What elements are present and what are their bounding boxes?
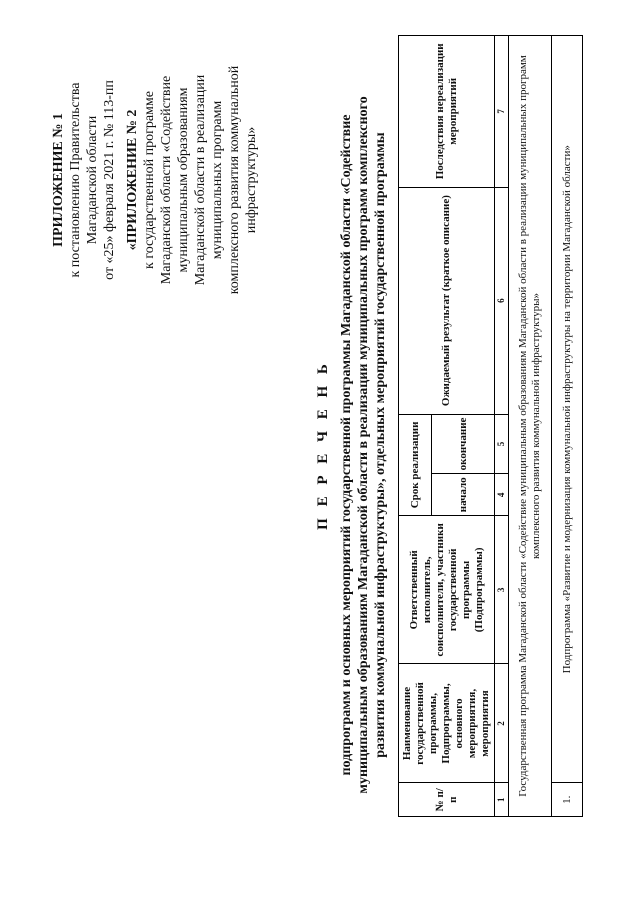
subprogram-num: 1. <box>552 783 583 817</box>
column-number: 4 <box>495 474 509 516</box>
subtitle-line: развития коммунальной инфраструктуры», отдельных мероприятий государственной программы <box>373 132 388 758</box>
column-number: 2 <box>495 664 509 783</box>
program-cell: Государственная программа Магаданской области «Содействие муниципальным образованиям Магаданской области в реализации муниципальных программ комплексного развития коммунальной инфраструктуры» <box>509 36 552 817</box>
header-responsible: Ответственный исполнитель, соисполнители, участники государственной программы (Подпрограммы) <box>399 516 495 664</box>
appendix-p2-line: Магаданской области «Содействие <box>159 75 174 285</box>
appendix-block <box>50 40 260 320</box>
subprogram-cell: Подпрограмма «Развитие и модернизация коммунальной инфраструктуры на территории Магаданской области» <box>552 36 583 784</box>
program-row <box>509 36 552 817</box>
column-numbers-row <box>495 36 509 817</box>
appendix-p2-line: инфраструктуры» <box>244 126 259 234</box>
column-number: 1 <box>495 783 509 817</box>
column-number: 7 <box>495 36 509 188</box>
document-subtitle <box>338 65 389 825</box>
programs-table <box>398 35 583 817</box>
subtitle-line: муниципальным образованиям Магаданской области в реализации муниципальных программ комплексного <box>356 96 371 794</box>
column-number: 6 <box>495 187 509 414</box>
appendix-p2-line: комплексного развития коммунальной <box>227 65 242 295</box>
header-name: Наименование государственной программы, Подпрограммы, основного мероприятия, мероприятия <box>399 664 495 783</box>
column-number: 5 <box>495 414 509 474</box>
subprogram-row <box>552 36 583 817</box>
appendix-p2-line: муниципальных программ <box>210 100 225 260</box>
appendix-line-1: к постановлению Правительства <box>68 82 83 278</box>
appendix-p2-line: к государственной программе <box>142 91 157 269</box>
appendix-p2-line: Магаданской области в реализации <box>193 74 208 286</box>
header-num: № п/п <box>399 783 495 817</box>
appendix-title: ПРИЛОЖЕНИЕ № 1 <box>51 113 66 247</box>
header-consequences: Последствия нереализации мероприятий <box>399 36 495 188</box>
header-term: Срок реализации <box>399 414 432 516</box>
document-title: П Е Р Е Ч Е Н Ь <box>315 360 331 530</box>
column-number: 3 <box>495 516 509 664</box>
appendix-title-2: «ПРИЛОЖЕНИЕ № 2 <box>125 109 140 251</box>
subtitle-line: подпрограмм и основных мероприятий государственной программы Магаданской области «Содействие <box>339 114 354 776</box>
header-result: Ожидаемый результат (краткое описание) <box>399 187 495 414</box>
header-row <box>399 36 432 817</box>
appendix-line-2: Магаданской области <box>85 115 100 245</box>
appendix-line-3: от «25» февраля 2021 г. № 113-пп <box>102 80 117 280</box>
header-start: начало <box>432 474 495 516</box>
appendix-p2-line: муниципальным образованиям <box>176 87 191 273</box>
header-end: окончание <box>432 414 495 474</box>
